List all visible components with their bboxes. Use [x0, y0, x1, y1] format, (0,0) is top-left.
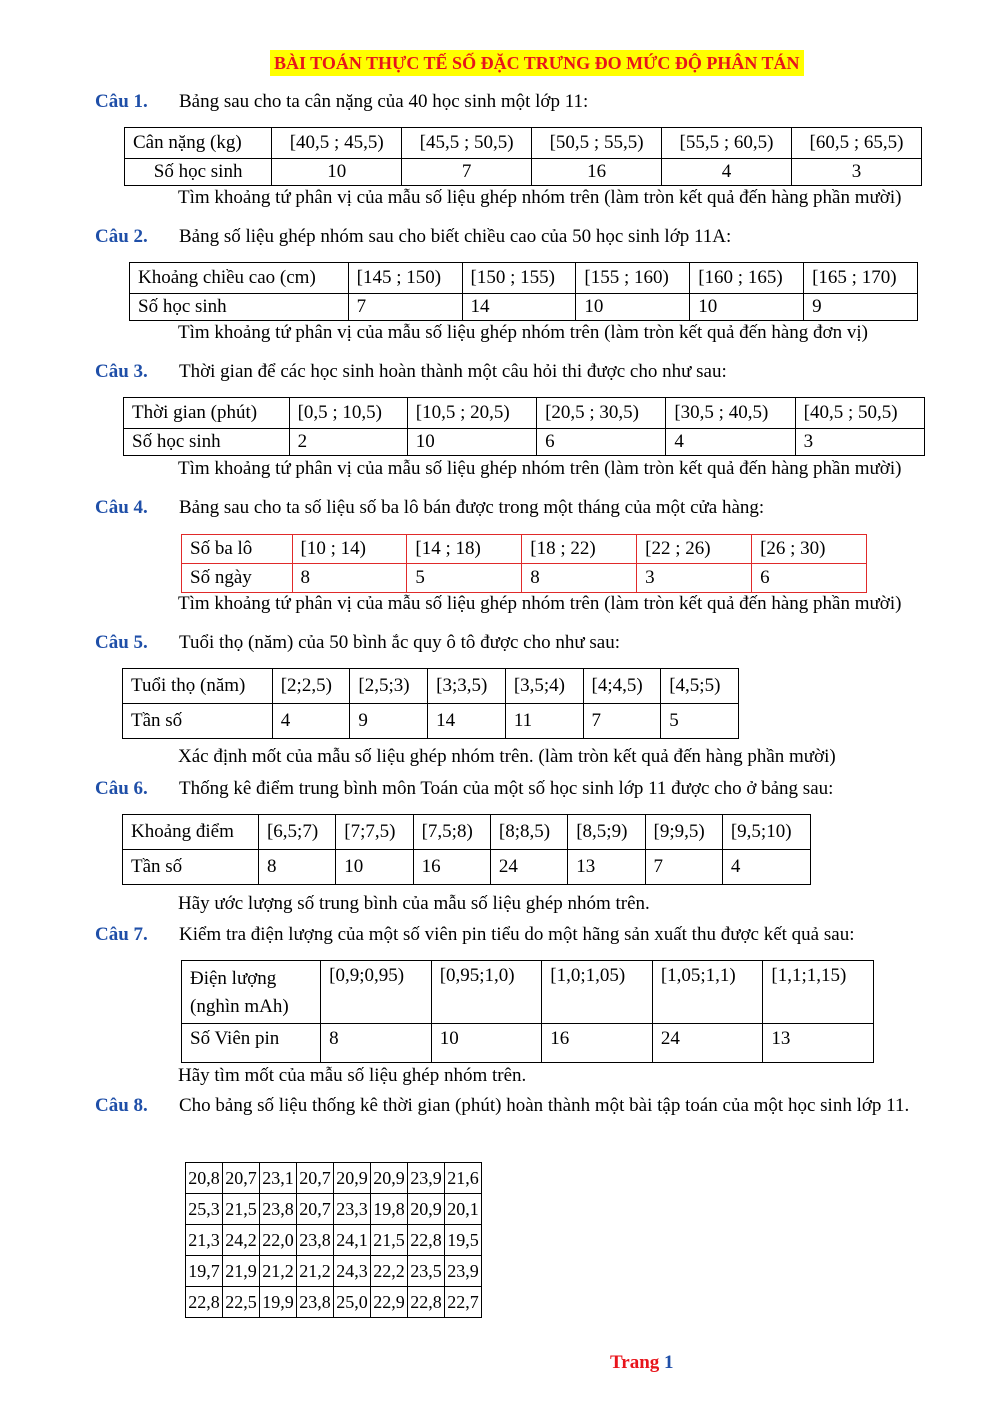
interval-cell: [20,5 ; 30,5): [537, 398, 666, 429]
interval-cell: [7;7,5): [336, 815, 413, 850]
value-cell: 4: [722, 850, 810, 885]
question-number: Câu 3.: [95, 361, 148, 382]
value-cell: 13: [568, 850, 645, 885]
grid-cell: 23,5: [408, 1256, 445, 1287]
grid-cell: 22,8: [186, 1287, 223, 1318]
question-8: [95, 1093, 955, 1119]
value-cell: 7: [645, 850, 722, 885]
value-cell: 10: [336, 850, 413, 885]
grid-cell: 23,8: [260, 1194, 297, 1225]
value-cell: 9: [804, 294, 918, 321]
table-row: [186, 1163, 482, 1194]
value-cell: 5: [407, 564, 522, 593]
grid-cell: 20,7: [223, 1163, 260, 1194]
question-number: Câu 7.: [95, 924, 148, 945]
page-title: BÀI TOÁN THỰC TẾ SỐ ĐẶC TRƯNG ĐO MỨC ĐỘ PHÂN TÁN: [270, 50, 804, 76]
value-cell: 4: [662, 159, 792, 186]
value-cell: 7: [402, 159, 532, 186]
table-question-6: [122, 814, 811, 885]
interval-cell: [1,1;1,15): [763, 961, 874, 1024]
value-cell: 3: [637, 564, 752, 593]
value-cell: 8: [258, 850, 335, 885]
table-question-3: [123, 397, 925, 456]
grid-cell: 19,9: [260, 1287, 297, 1318]
question-7: [95, 922, 955, 948]
value-cell: 2: [289, 429, 407, 456]
value-cell: 14: [462, 294, 576, 321]
grid-cell: 23,1: [260, 1163, 297, 1194]
value-cell: 4: [666, 429, 795, 456]
question-number: Câu 1.: [95, 91, 148, 112]
grid-cell: 21,6: [445, 1163, 482, 1194]
table-header-label: Thời gian (phút): [124, 398, 290, 429]
value-cell: 10: [576, 294, 690, 321]
interval-cell: [165 ; 170): [804, 263, 918, 294]
value-cell: 9: [350, 704, 428, 739]
grid-cell: 21,3: [186, 1225, 223, 1256]
interval-cell: [3;3,5): [428, 669, 506, 704]
question-text: Thống kê điểm trung bình môn Toán của một số học sinh lớp 11 được cho ở bảng sau:: [179, 778, 834, 799]
value-cell: 8: [321, 1024, 432, 1063]
grid-cell: 22,0: [260, 1225, 297, 1256]
grid-cell: 25,3: [186, 1194, 223, 1225]
grid-cell: 22,9: [371, 1287, 408, 1318]
grid-cell: 19,8: [371, 1194, 408, 1225]
question-text: Bảng sau cho ta số liệu số ba lô bán được trong một tháng của một cửa hàng:: [179, 497, 765, 518]
table-row: [186, 1256, 482, 1287]
interval-cell: [145 ; 150): [348, 263, 462, 294]
table-row-label: Số học sinh: [125, 159, 272, 186]
value-cell: 11: [505, 704, 583, 739]
value-cell: 10: [407, 429, 536, 456]
grid-cell: 20,1: [445, 1194, 482, 1225]
table-header-label-line-1: Điện lượng: [190, 968, 277, 989]
question-2: [95, 224, 955, 250]
question-instruction: Xác định mốt của mẫu số liệu ghép nhóm trên. (làm tròn kết quả đến hàng phần mười): [178, 746, 836, 767]
interval-cell: [4,5;5): [661, 669, 739, 704]
grid-cell: 20,7: [297, 1163, 334, 1194]
page-number: 1: [664, 1352, 674, 1373]
value-cell: 16: [413, 850, 490, 885]
value-cell: 4: [272, 704, 350, 739]
interval-cell: [4;4,5): [583, 669, 661, 704]
grid-cell: 24,1: [334, 1225, 371, 1256]
value-cell: 13: [763, 1024, 874, 1063]
question-3: [95, 359, 955, 385]
table-question-2: [129, 262, 918, 321]
value-cell: 8: [292, 564, 407, 593]
interval-cell: [155 ; 160): [576, 263, 690, 294]
question-instruction: Tìm khoảng tứ phân vị của mẫu số liệu ghép nhóm trên (làm tròn kết quả đến hàng phần mười): [178, 458, 902, 479]
table-header-label: Số ba lô: [182, 535, 293, 564]
table-question-4: [181, 534, 867, 593]
grid-cell: 19,7: [186, 1256, 223, 1287]
grid-cell: 19,5: [445, 1225, 482, 1256]
page-footer: [610, 1352, 674, 1374]
interval-cell: [26 ; 30): [752, 535, 867, 564]
value-cell: 6: [752, 564, 867, 593]
interval-cell: [7,5;8): [413, 815, 490, 850]
value-cell: 24: [652, 1024, 763, 1063]
interval-cell: [50,5 ; 55,5): [532, 128, 662, 159]
grid-cell: 20,9: [408, 1194, 445, 1225]
interval-cell: [55,5 ; 60,5): [662, 128, 792, 159]
interval-cell: [40,5 ; 50,5): [795, 398, 924, 429]
question-text: Bảng số liệu ghép nhóm sau cho biết chiều cao của 50 học sinh lớp 11A:: [179, 226, 732, 247]
grid-cell: 21,2: [297, 1256, 334, 1287]
grid-cell: 21,9: [223, 1256, 260, 1287]
interval-cell: [9;9,5): [645, 815, 722, 850]
interval-cell: [0,95;1,0): [431, 961, 542, 1024]
grid-cell: 20,8: [186, 1163, 223, 1194]
interval-cell: [10,5 ; 20,5): [407, 398, 536, 429]
interval-cell: [60,5 ; 65,5): [791, 128, 921, 159]
grid-cell: 23,3: [334, 1194, 371, 1225]
value-cell: 8: [522, 564, 637, 593]
grid-cell: 21,2: [260, 1256, 297, 1287]
table-header-label: [182, 961, 321, 1024]
interval-cell: [18 ; 22): [522, 535, 637, 564]
grid-cell: 20,9: [334, 1163, 371, 1194]
interval-cell: [0,5 ; 10,5): [289, 398, 407, 429]
interval-cell: [45,5 ; 50,5): [402, 128, 532, 159]
interval-cell: [14 ; 18): [407, 535, 522, 564]
grid-cell: 21,5: [223, 1194, 260, 1225]
value-cell: 16: [532, 159, 662, 186]
table-question-1: [124, 127, 922, 186]
interval-cell: [0,9;0,95): [321, 961, 432, 1024]
value-cell: 7: [583, 704, 661, 739]
grid-cell: 23,8: [297, 1287, 334, 1318]
question-text: Thời gian để các học sinh hoàn thành một câu hỏi thi được cho như sau:: [179, 361, 727, 382]
grid-cell: 23,8: [297, 1225, 334, 1256]
grid-cell: 23,9: [445, 1256, 482, 1287]
grid-cell: 25,0: [334, 1287, 371, 1318]
interval-cell: [10 ; 14): [292, 535, 407, 564]
table-header-label: Khoảng chiều cao (cm): [130, 263, 349, 294]
grid-cell: 22,7: [445, 1287, 482, 1318]
interval-cell: [6,5;7): [258, 815, 335, 850]
value-cell: 14: [428, 704, 506, 739]
table-header-label: Cân nặng (kg): [125, 128, 272, 159]
question-1: [95, 89, 955, 115]
value-cell: 24: [490, 850, 567, 885]
question-number: Câu 6.: [95, 778, 148, 799]
value-cell: 6: [537, 429, 666, 456]
grid-cell: 22,5: [223, 1287, 260, 1318]
grid-cell: 24,3: [334, 1256, 371, 1287]
interval-cell: [160 ; 165): [690, 263, 804, 294]
table-row-label: Tần số: [123, 704, 273, 739]
value-cell: 3: [795, 429, 924, 456]
grid-cell: 23,9: [408, 1163, 445, 1194]
question-number: Câu 5.: [95, 632, 148, 653]
interval-cell: [8;8,5): [490, 815, 567, 850]
table-row-label: Số học sinh: [124, 429, 290, 456]
table-row-label: Số ngày: [182, 564, 293, 593]
value-cell: 10: [431, 1024, 542, 1063]
question-instruction: Tìm khoảng tứ phân vị của mẫu số liệu ghép nhóm trên (làm tròn kết quả đến hàng phần mười): [178, 593, 902, 614]
interval-cell: [22 ; 26): [637, 535, 752, 564]
question-4: [95, 495, 955, 521]
value-cell: 10: [690, 294, 804, 321]
question-text: Bảng sau cho ta cân nặng của 40 học sinh một lớp 11:: [179, 91, 589, 112]
data-grid-question-8: [185, 1162, 482, 1318]
interval-cell: [8,5;9): [568, 815, 645, 850]
question-instruction: Hãy ước lượng số trung bình của mẫu số liệu ghép nhóm trên.: [178, 893, 650, 914]
grid-cell: 22,2: [371, 1256, 408, 1287]
table-row: [186, 1287, 482, 1318]
value-cell: 10: [272, 159, 402, 186]
table-row: [186, 1194, 482, 1225]
interval-cell: [2,5;3): [350, 669, 428, 704]
value-cell: 7: [348, 294, 462, 321]
value-cell: 3: [791, 159, 921, 186]
interval-cell: [9,5;10): [722, 815, 810, 850]
page-label: Trang: [610, 1352, 660, 1373]
table-header-label: Khoảng điểm: [123, 815, 259, 850]
grid-cell: 22,8: [408, 1287, 445, 1318]
table-header-label: Tuổi thọ (năm): [123, 669, 273, 704]
grid-cell: 21,5: [371, 1225, 408, 1256]
interval-cell: [40,5 ; 45,5): [272, 128, 402, 159]
interval-cell: [30,5 ; 40,5): [666, 398, 795, 429]
table-row: [186, 1225, 482, 1256]
value-cell: 5: [661, 704, 739, 739]
question-6: [95, 776, 955, 802]
interval-cell: [150 ; 155): [462, 263, 576, 294]
interval-cell: [1,0;1,05): [542, 961, 653, 1024]
question-number: Câu 4.: [95, 497, 148, 518]
table-row-label: Số học sinh: [130, 294, 349, 321]
grid-cell: 20,7: [297, 1194, 334, 1225]
table-question-7: [181, 960, 874, 1063]
interval-cell: [3,5;4): [505, 669, 583, 704]
interval-cell: [2;2,5): [272, 669, 350, 704]
question-5: [95, 630, 955, 656]
question-instruction: Hãy tìm mốt của mẫu số liệu ghép nhóm trên.: [178, 1065, 527, 1086]
interval-cell: [1,05;1,1): [652, 961, 763, 1024]
question-text: Tuổi thọ (năm) của 50 bình ắc quy ô tô được cho như sau:: [179, 632, 621, 653]
table-header-label-line-2: (nghìn mAh): [190, 996, 289, 1017]
question-number: Câu 8.: [95, 1095, 148, 1116]
value-cell: 16: [542, 1024, 653, 1063]
question-text: Cho bảng số liệu thống kê thời gian (phút) hoàn thành một bài tập toán của một học sinh lớp 11.: [179, 1095, 910, 1116]
question-number: Câu 2.: [95, 226, 148, 247]
table-question-5: [122, 668, 739, 739]
table-row-label: Số Viên pin: [182, 1024, 321, 1063]
question-instruction: Tìm khoảng tứ phân vị của mẫu số liệu ghép nhóm trên (làm tròn kết quả đến hàng phần mười): [178, 187, 902, 208]
question-text: Kiểm tra điện lượng của một số viên pin tiểu do một hãng sản xuất thu được kết quả sau:: [179, 924, 855, 945]
grid-cell: 22,8: [408, 1225, 445, 1256]
table-row-label: Tần số: [123, 850, 259, 885]
grid-cell: 20,9: [371, 1163, 408, 1194]
question-instruction: Tìm khoảng tứ phân vị của mẫu số liệu ghép nhóm trên (làm tròn kết quả đến hàng đơn vị): [178, 322, 868, 343]
grid-cell: 24,2: [223, 1225, 260, 1256]
